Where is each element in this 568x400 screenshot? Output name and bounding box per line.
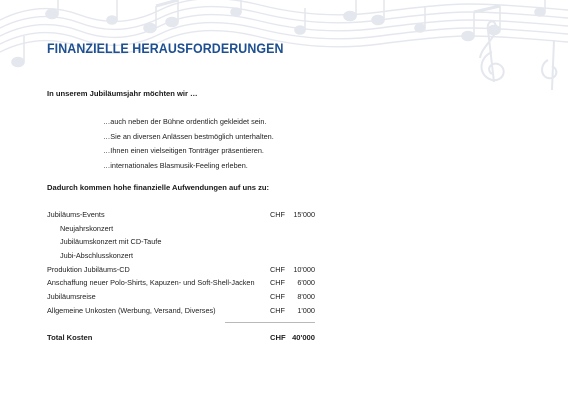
costs-intro: Dadurch kommen hohe finanzielle Aufwendungen auf uns zu: [47, 183, 270, 192]
list-item: …auch neben der Bühne ordentlich gekleidet sein. [103, 117, 267, 126]
cost-label: Jubiläumskonzert mit CD-Taufe [60, 237, 162, 247]
list-item: …internationales Blasmusik-Feeling erleben. [103, 160, 248, 170]
cost-row [47, 263, 317, 277]
cost-amount: 8'000 [297, 292, 315, 302]
cost-label: Allgemeine Unkosten (Werbung, Versand, Diverses) [47, 305, 216, 315]
cost-currency: CHF [270, 292, 285, 302]
intro-text: In unserem Jubiläumsjahr möchten wir … [47, 89, 198, 98]
total-row [47, 331, 317, 345]
cost-subrow [47, 235, 317, 249]
cost-label: Neujahrskonzert [60, 223, 114, 233]
total-amount: 40'000 [292, 333, 315, 342]
list-item: …Ihnen einen vielseitigen Tonträger präsentieren. [103, 146, 264, 155]
cost-currency: CHF [270, 305, 285, 315]
page-title: FINANZIELLE HERAUSFORDERUNGEN [47, 41, 284, 56]
cost-row [47, 304, 317, 318]
cost-currency: CHF [270, 210, 285, 219]
cost-amount: 10'000 [293, 264, 315, 274]
cost-amount: 1'000 [297, 305, 315, 315]
list-item: …Sie an diversen Anlässen bestmöglich unterhalten. [103, 131, 274, 141]
cost-currency: CHF [270, 264, 285, 274]
total-label: Total Kosten [47, 333, 93, 342]
cost-subrow [47, 222, 317, 236]
cost-currency: CHF [270, 278, 285, 288]
cost-row [47, 276, 317, 290]
wish-list [103, 115, 274, 173]
cost-table [47, 208, 317, 318]
cost-label: Anschaffung neuer Polo-Shirts, Kapuzen- und Soft-Shell-Jacken [47, 278, 255, 288]
sum-divider [225, 322, 315, 323]
cost-label: Jubi-Abschlusskonzert [60, 251, 134, 261]
total-currency: CHF [270, 333, 286, 342]
cost-label: Produktion Jubiläums-CD [47, 264, 130, 274]
cost-subrow [47, 249, 317, 263]
cost-label: Jubiläumsreise [47, 292, 96, 302]
cost-amount: 6'000 [297, 278, 315, 288]
cost-row [47, 208, 317, 222]
cost-amount: 15'000 [293, 210, 315, 219]
cost-row [47, 290, 317, 304]
cost-label: Jubiläums-Events [47, 210, 105, 219]
